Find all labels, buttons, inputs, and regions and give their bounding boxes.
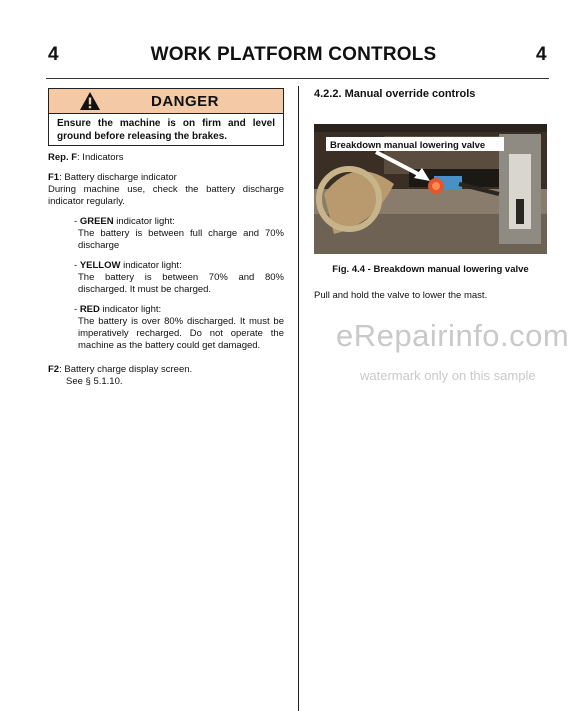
danger-header [49, 89, 283, 114]
red-indicator-block: - RED indicator light: The battery is over 80% discharged. It must be imperatively recharged. Do not operate the machine as the battery could get damaged. [74, 304, 284, 351]
valve-instruction: Pull and hold the valve to lower the mast. [314, 290, 488, 301]
danger-text: Ensure the machine is on firm and level ground before releasing the brakes. [57, 118, 275, 142]
danger-box [48, 88, 284, 146]
chapter-number-right: 4 [536, 44, 547, 65]
photo-label: Breakdown manual lowering valve [330, 140, 486, 151]
f1-block: F1: Battery discharge indicator During machine use, check the battery discharge indicator regularly. [48, 172, 284, 207]
page-title: WORK PLATFORM CONTROLS [150, 44, 437, 65]
indicators-section [48, 152, 284, 396]
green-indicator-block: - GREEN indicator light: The battery is between full charge and 70% discharge [74, 216, 284, 251]
watermark-sub: watermark only on this sample [360, 368, 536, 383]
section-title: 4.2.2. Manual override controls [314, 88, 476, 100]
f2-block: F2: Battery charge display screen. See § 5.1.10. [48, 364, 193, 387]
page-header [0, 0, 587, 80]
rep-heading: Rep. F: Indicators [48, 152, 124, 163]
watermark-main: eRepairinfo.com [336, 318, 570, 353]
yellow-indicator-block: - YELLOW indicator light: The battery is between 70% and 80% discharged. It must be charged. [74, 260, 284, 295]
column-divider [298, 86, 299, 711]
figure-caption: Fig. 4.4 - Breakdown manual lowering valve [332, 264, 529, 275]
chapter-number-left: 4 [48, 44, 59, 65]
danger-title: DANGER [150, 93, 219, 110]
header-divider [46, 78, 549, 79]
valve-photo [314, 124, 547, 254]
